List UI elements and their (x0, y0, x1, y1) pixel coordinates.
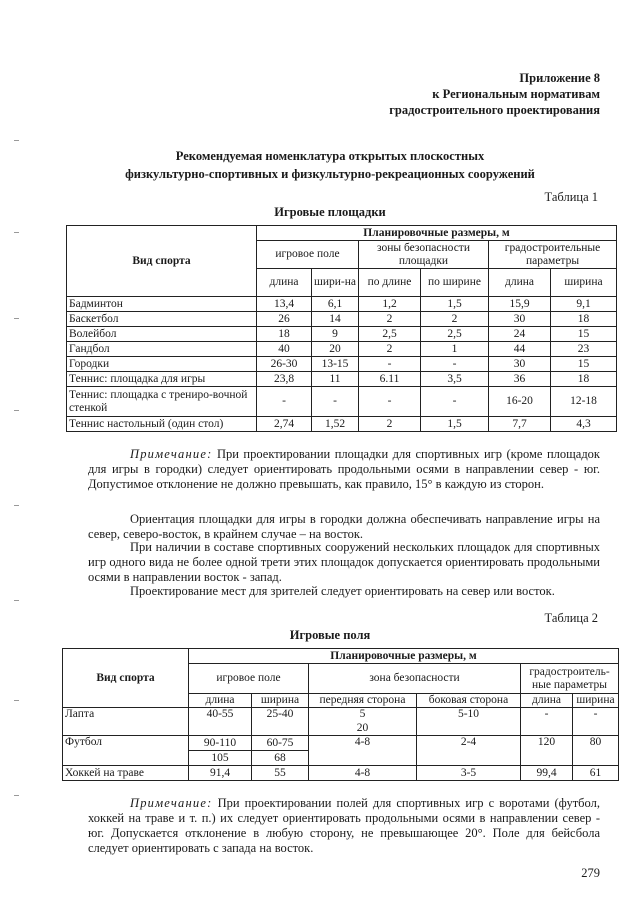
cell-sport: Хоккей на траве (63, 766, 189, 781)
cell-safety-length: 2 (359, 312, 421, 327)
cell-urban-length: 24 (489, 327, 551, 342)
cell-length: 23,8 (257, 372, 312, 387)
cell-urban-length: 7,7 (489, 417, 551, 432)
cell-urban-width: 15 (551, 327, 617, 342)
note-1-paragraph-3: При наличии в составе спортивных сооружений нескольких площадок для спортивных игр одного вида не более одной трети этих площадок допускается ориентировать продольными осями в направлении восток - запад. (88, 540, 600, 584)
table-row (63, 736, 619, 751)
table-row (67, 387, 617, 417)
table-1-caption: Игровые площадки (274, 205, 386, 219)
cell-width: 20 (312, 342, 359, 357)
cell-length: 90-110 (189, 736, 252, 751)
cell-urban-length: - (521, 708, 573, 736)
cell-safety-width: - (421, 357, 489, 372)
cell-width: 13-15 (312, 357, 359, 372)
cell-urban-width: 80 (573, 736, 619, 766)
cell-sport: Футбол (63, 736, 189, 766)
cell-width: 11 (312, 372, 359, 387)
cell-width: 68 (252, 751, 309, 766)
cell-urban-length: 36 (489, 372, 551, 387)
table-1-header-safety: зоны безопасности площадки (359, 241, 489, 269)
table-1-header-by-width: по ширине (421, 269, 489, 297)
cell-safety-length: 6.11 (359, 372, 421, 387)
table-2-header-width: ширина (252, 694, 309, 708)
table-row (67, 312, 617, 327)
cell-sport: Гандбол (67, 342, 257, 357)
cell-urban-length: 30 (489, 312, 551, 327)
cell-sport: Теннис: площадка с трениро-вочной стенкой (67, 387, 257, 417)
cell-width: 60-75 (252, 736, 309, 751)
document-title-line-1: Рекомендуемая номенклатура открытых плоскостных (175, 149, 485, 163)
appendix-line-1: Приложение 8 (519, 71, 600, 85)
table-2-header-safety: зона безопасности (309, 664, 521, 694)
cell-urban-length: 30 (489, 357, 551, 372)
table-row (67, 327, 617, 342)
cell-urban-width: 4,3 (551, 417, 617, 432)
table-row (67, 357, 617, 372)
document-title (60, 147, 600, 183)
scan-mark (14, 795, 19, 796)
cell-length: 91,4 (189, 766, 252, 781)
cell-safety-length: 2 (359, 342, 421, 357)
cell-side: 3-5 (417, 766, 521, 781)
table-2-header-length: длина (189, 694, 252, 708)
table-1-header-length-2: длина (489, 269, 551, 297)
page-number: 279 (581, 866, 600, 880)
table-2-header-side: боковая сторона (417, 694, 521, 708)
table-2-header-front: передняя сторона (309, 694, 417, 708)
scan-mark (14, 700, 19, 701)
scan-mark (14, 140, 19, 141)
cell-safety-width: - (421, 387, 489, 417)
cell-length: 13,4 (257, 297, 312, 312)
cell-width: - (312, 387, 359, 417)
table-row (67, 417, 617, 432)
scan-mark (14, 232, 19, 233)
note-1-paragraph-4: Проектирование мест для зрителей следует ориентировать на север или восток. (130, 584, 555, 598)
note-1-label: Примечание: (130, 447, 213, 461)
cell-width: 14 (312, 312, 359, 327)
table-1-header-by-length: по длине (359, 269, 421, 297)
cell-urban-length: 16-20 (489, 387, 551, 417)
table-2-header-field: игровое поле (189, 664, 309, 694)
cell-urban-length: 120 (521, 736, 573, 766)
cell-safety-width: 2,5 (421, 327, 489, 342)
cell-urban-length: 15,9 (489, 297, 551, 312)
cell-width: 55 (252, 766, 309, 781)
cell-safety-width: 2 (421, 312, 489, 327)
cell-urban-width: 9,1 (551, 297, 617, 312)
cell-urban-width: 18 (551, 372, 617, 387)
note-1-paragraph-2: Ориентация площадки для игры в городки должна обеспечивать направление игры на север, северо-восток, в крайнем случае – на восток. (88, 512, 600, 541)
table-2-caption: Игровые поля (289, 628, 371, 642)
cell-front: 4-8 (309, 736, 417, 766)
cell-sport: Теннис: площадка для игры (67, 372, 257, 387)
cell-length: 26 (257, 312, 312, 327)
table-2-header-planning: Планировочные размеры, м (189, 649, 619, 664)
cell-front: 20 (309, 722, 417, 736)
cell-length: 40-55 (189, 708, 252, 736)
table-1-header-width-2: ширина (551, 269, 617, 297)
cell-side: 5-10 (417, 708, 521, 736)
appendix-line-3: градостроительного проектирования (389, 103, 600, 117)
note-1-text: При проектировании площадки для спортивных игр (кроме площадок для игры в городки) следует ориентировать продольными осями в направлении север - юг. Допустимое отклонение не должно превышать, как правило, 15° в каждую из сторон. (88, 447, 600, 491)
note-1 (88, 447, 600, 492)
cell-width: 6,1 (312, 297, 359, 312)
cell-urban-width: 23 (551, 342, 617, 357)
appendix-line-2: к Региональным нормативам (432, 87, 600, 101)
table-2-header-width-2: ширина (573, 694, 619, 708)
cell-front: 4-8 (309, 766, 417, 781)
scan-mark (14, 410, 19, 411)
cell-length: 105 (189, 751, 252, 766)
cell-urban-width: 18 (551, 312, 617, 327)
table-row (67, 372, 617, 387)
cell-urban-width: 15 (551, 357, 617, 372)
cell-sport: Бадминтон (67, 297, 257, 312)
table-2 (62, 648, 619, 781)
cell-sport: Волейбол (67, 327, 257, 342)
cell-safety-width: 3,5 (421, 372, 489, 387)
table-1 (66, 225, 617, 432)
cell-width: 9 (312, 327, 359, 342)
cell-sport: Городки (67, 357, 257, 372)
cell-safety-length: 1,2 (359, 297, 421, 312)
table-1-header-sport: Вид спорта (67, 226, 257, 297)
appendix-header (389, 70, 600, 118)
cell-front: 5 (309, 708, 417, 722)
cell-urban-width: 61 (573, 766, 619, 781)
table-2-header-sport: Вид спорта (63, 649, 189, 708)
scan-mark (14, 600, 19, 601)
table-2-header-length-2: длина (521, 694, 573, 708)
table-row (63, 708, 619, 722)
note-2 (88, 796, 600, 856)
table-1-header-length: длина (257, 269, 312, 297)
scan-mark (14, 318, 19, 319)
table-2-header-urban: градостроитель-ные параметры (521, 664, 619, 694)
cell-length: 40 (257, 342, 312, 357)
cell-side: 2-4 (417, 736, 521, 766)
cell-urban-width: 12-18 (551, 387, 617, 417)
cell-length: 18 (257, 327, 312, 342)
cell-length: - (257, 387, 312, 417)
cell-sport: Лапта (63, 708, 189, 736)
table-1-header-width: шири-на (312, 269, 359, 297)
cell-safety-width: 1,5 (421, 297, 489, 312)
cell-urban-width: - (573, 708, 619, 736)
table-1-header-field: игровое поле (257, 241, 359, 269)
note-2-text: При проектировании полей для спортивных игр с воротами (футбол, хоккей на траве и т. п.) их следует ориентировать продольными осями в направлении север - юг. Допускается отклонение в любую сторону, не превышающее 20°. Поле для бейсбола следует ориентировать с запада на восток. (88, 796, 600, 855)
cell-urban-length: 44 (489, 342, 551, 357)
table-1-header-planning: Планировочные размеры, м (257, 226, 617, 241)
scan-mark (14, 505, 19, 506)
table-1-header-urban: градостроительные параметры (489, 241, 617, 269)
cell-safety-length: - (359, 357, 421, 372)
document-title-line-2: физкультурно-спортивных и физкультурно-рекреационных сооружений (125, 167, 535, 181)
table-1-label: Таблица 1 (544, 190, 598, 204)
table-row (67, 342, 617, 357)
table-row (63, 766, 619, 781)
note-2-label: Примечание: (130, 796, 213, 810)
table-2-label: Таблица 2 (544, 611, 598, 625)
table-row (67, 297, 617, 312)
cell-length: 26-30 (257, 357, 312, 372)
cell-width: 25-40 (252, 708, 309, 736)
cell-length: 2,74 (257, 417, 312, 432)
cell-width: 1,52 (312, 417, 359, 432)
cell-safety-width: 1 (421, 342, 489, 357)
cell-urban-length: 99,4 (521, 766, 573, 781)
cell-safety-length: 2,5 (359, 327, 421, 342)
cell-safety-length: 2 (359, 417, 421, 432)
cell-sport: Баскетбол (67, 312, 257, 327)
cell-safety-width: 1,5 (421, 417, 489, 432)
cell-sport: Теннис настольный (один стол) (67, 417, 257, 432)
cell-safety-length: - (359, 387, 421, 417)
